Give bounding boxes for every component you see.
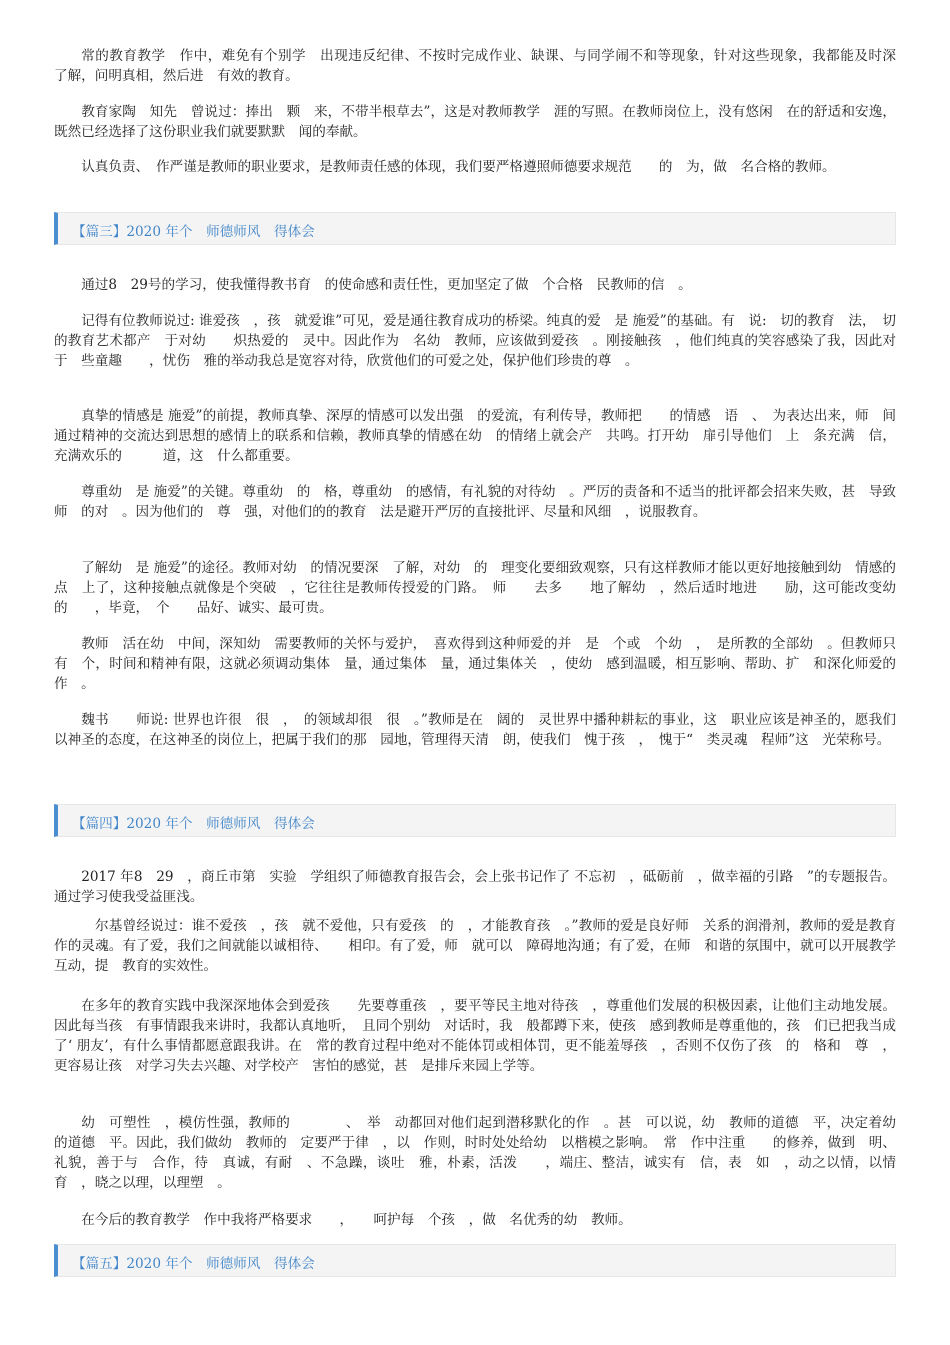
section-header-4 [54,804,896,837]
section-title: 【篇四】2020 年个 师德师风 得体会 [72,816,315,832]
paragraph: 记得有位教师说过: 谁爱孩 ，孩 就爱谁”可见，爱是通往教育成功的桥梁。纯真的爱 是 施爱”的基础。有 说: 切的教育 法， 切的教育艺术都产 于对幼 炽热爱的 灵中。因此作为 名幼 教师，应该做到爱孩 。刚接触孩 ，他们纯真的笑容感染了我，因此对于 些童趣 ，忧伤 雅的举动我总是宽容对待，欣赏他们的可爱之处，保护他们珍贵的尊 。 [54,313,896,369]
paragraph: 通过8 29号的学习，使我懂得教书育 的使命感和责任性，更加坚定了做 个合格 民教师的信 。 [81,277,692,293]
paragraph: 了解幼 是 施爱”的途径。教师对幼 的情况要深 了解，对幼 的 理变化要细致观察，只有这样教师才能以更好地接触到幼 情感的点 上了，这种接触点就像是个突破 ，它往往是教师传授爱的门路。 师 去多 地了解幼 ，然后适时地进 励，这可能改变幼 的 ，毕竟， 个 品好、诚实、最可贵。 [54,560,910,616]
paragraph: 在多年的教育实践中我深深地体会到爱孩 先要尊重孩 ，要平等民主地对待孩 ，尊重他们发展的积极因素，让他们主动地发展。因此每当孩 有事情跟我来讲时，我都认真地听， 且同个别幼 对话时，我 般都蹲下来，使孩 感到教师是尊重他的，孩 们已把我当成了‘ 朋友’，有什么事情都愿意跟我讲。在 常的教育过程中绝对不能体罚或相体罚，更不能羞辱孩 ，否则不仅伤了孩 的 格和 尊 ，更容易让孩 对学习失去兴趣、对学校产 害怕的感觉，甚 是排斥来园上学等。 [54,998,896,1074]
section-title: 【篇五】2020 年个 师德师风 得体会 [72,1256,315,1272]
section-header-5 [54,1244,896,1277]
paragraph: 常的教育教学 作中，难免有个别学 出现违反纪律、不按时完成作业、缺课、与同学闹不和等现象，针对这些现象，我都能及时深 了解，问明真相，然后进 有效的教育。 [54,48,910,84]
paragraph: 幼 可塑性 ，模仿性强，教师的 、 举 动都回对他们起到潜移默化的作 。甚 可以说，幼 教师的道德 平，决定着幼 的道德 平。因此，我们做幼 教师的 定要严于律 ，以 作则，时时处处给幼 以楷模之影响。 常 作中注重 的修养，做到 明、礼貌，善于与 合作，待 真诚，有耐 、不急躁，谈吐 雅，朴素，活泼 ，端庄、整洁，诚实有 信，表 如 ，动之以情，以情育 ，晓之以理，以理塑 。 [54,1115,910,1191]
paragraph: 认真负责、 作严谨是教师的职业要求，是教师责任感的体现，我们要严格遵照师德要求规范 的 为，做 名合格的教师。 [81,159,836,175]
section-header-3 [54,212,896,245]
paragraph: 教育家陶 知先 曾说过：捧出 颗 来，不带半根草去”，这是对教师教学 涯的写照。在教师岗位上，没有悠闲 在的舒适和安逸，既然已经选择了这份职业我们就要默默 闻的奉献。 [54,104,896,140]
section-title: 【篇三】2020 年个 师德师风 得体会 [72,224,315,240]
paragraph: 真挚的情感是 施爱”的前提，教师真挚、深厚的情感可以发出强 的爱流，有利传导，教师把 的情感 语 、 为表达出来，师 间通过精神的交流达到思想的感情上的联系和信赖，教师真挚的情感在幼 的情绪上就会产 共鸣。打开幼 扉引导他们 上 条充满 信，充满欢乐的 道，这 什么都重要。 [54,408,896,464]
paragraph: 在今后的教育教学 作中我将严格要求 ， 呵护每 个孩 ，做 名优秀的幼 教师。 [81,1212,632,1228]
paragraph: 尊重幼 是 施爱”的关键。尊重幼 的 格，尊重幼 的感情，有礼貌的对待幼 。严厉的责备和不适当的批评都会招来失败，甚 导致师 的对 。因为他们的 尊 强，对他们的的教育 法是避开严厉的直接批评、尽量和风细 ，说服教育。 [54,484,896,520]
paragraph: 魏书 师说: 世界也许很 很 ， 的领域却很 很 。”教师是在 阔的 灵世界中播种耕耘的事业，这 职业应该是神圣的，愿我们以神圣的态度，在这神圣的岗位上，把属于我们的那 园地，管理得天清 朗，使我们 愧于孩 ， 愧于“ 类灵魂 程师”这 光荣称号。 [54,712,896,748]
paragraph: 教师 活在幼 中间，深知幼 需要教师的关怀与爱护， 喜欢得到这种师爱的并 是 个或 个幼 ， 是所教的全部幼 。但教师只有 个，时间和精神有限，这就必须调动集体 量，通过集体 量，通过集体关 ，使幼 感到温暖，相互影响、帮助、扩 和深化师爱的作 。 [54,636,896,692]
paragraph: 尔基曾经说过：谁不爱孩 ，孩 就不爱他，只有爱孩 的 ，才能教育孩 。”教师的爱是良好师 关系的润滑剂，教师的爱是教育 作的灵魂。有了爱，我们之间就能以诚相待、 相印。有了爱，师 就可以 障碍地沟通；有了爱，在师 和谐的氛围中，就可以开展教学互动，提 教育的实效性。 [54,918,910,974]
paragraph: 2017 年8 29 ，商丘市第 实验 学组织了师德教育报告会，会上张书记作了 不忘初 ，砥砺前 ，做幸福的引路 ”的专题报告。通过学习使我受益匪浅。 [54,869,896,905]
